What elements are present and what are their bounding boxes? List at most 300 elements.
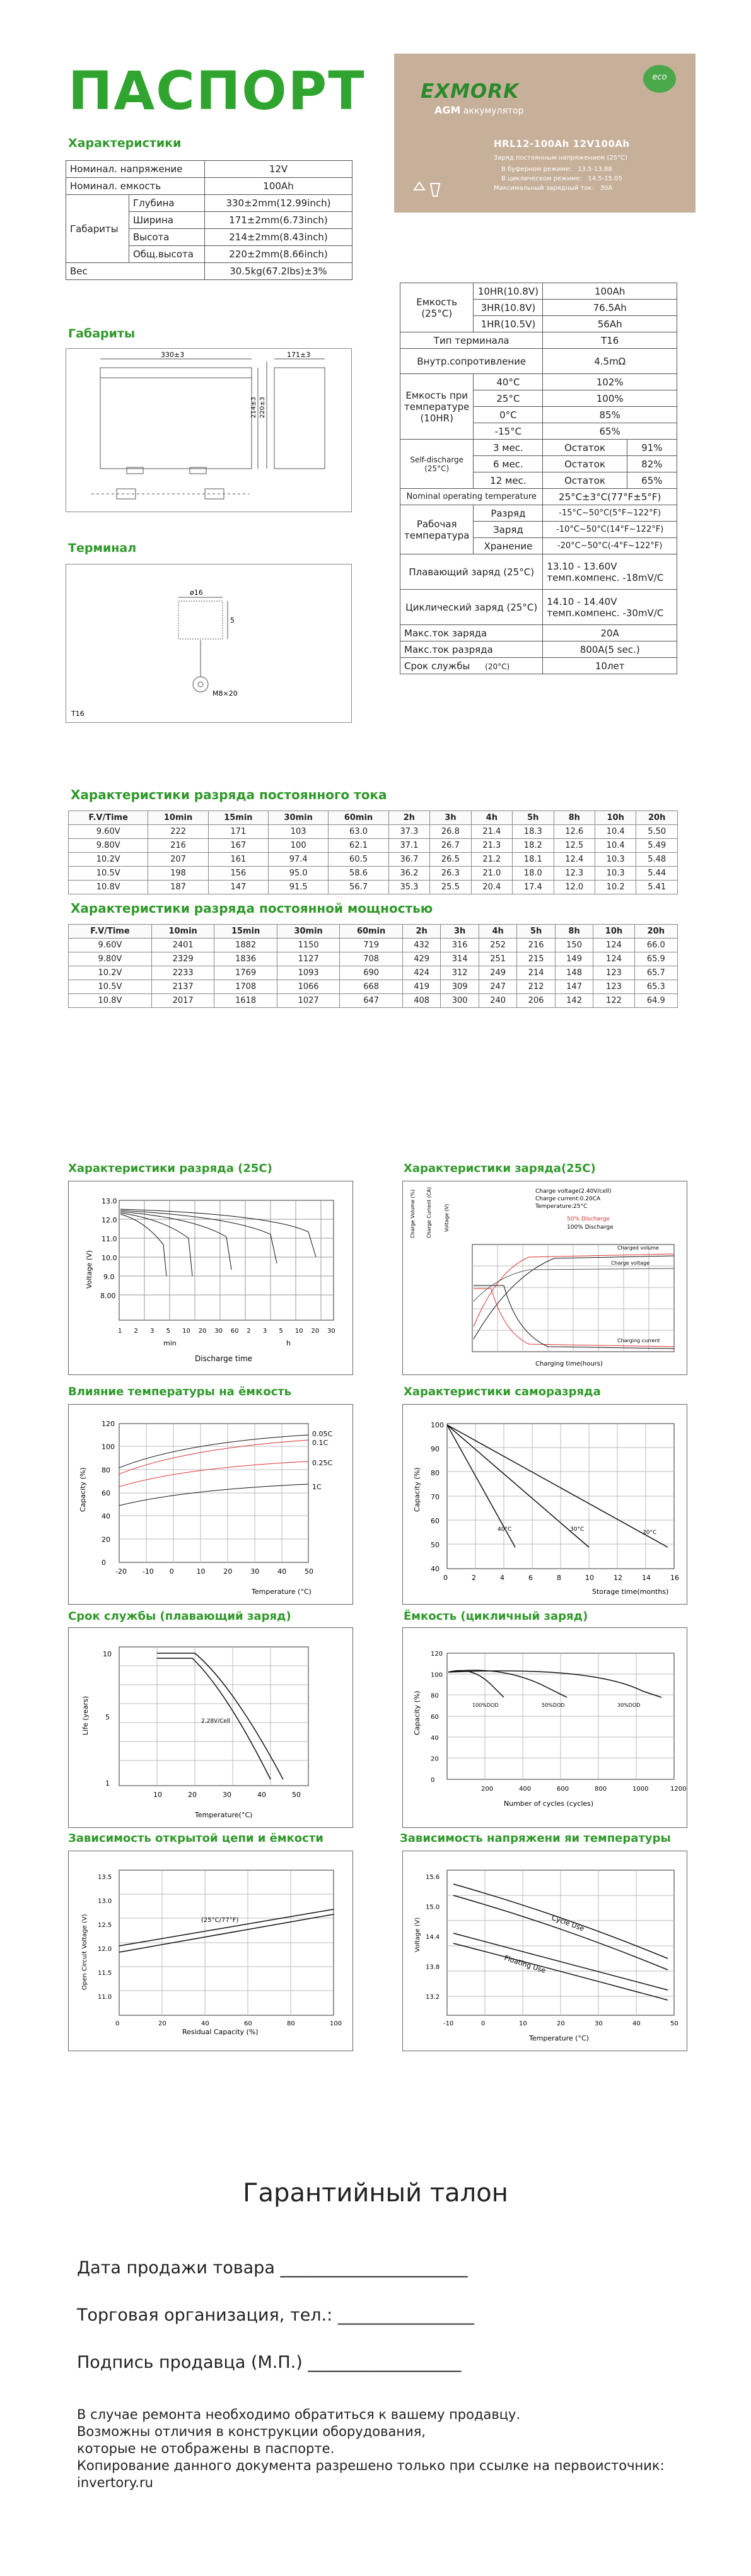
axis-tick-label: -10 xyxy=(142,1567,154,1576)
table-cell: 429 xyxy=(402,952,440,966)
warranty-seller: Торговая организация, тел.: ________________ xyxy=(77,2305,474,2325)
product-image xyxy=(394,54,696,213)
chart8-title: Зависимость напряжени яи температуры xyxy=(400,1832,671,1845)
table-row: Плавающий заряд (25°C) 13.10 - 13.60V темп.компенс. -18mV/C xyxy=(400,554,677,590)
axis-tick-label: 20 xyxy=(188,1791,197,1799)
axis-tick-label: 15.6 xyxy=(426,1874,440,1881)
table-cell: 206 xyxy=(517,994,555,1008)
table-row: Циклический заряд (25°C) 14.10 - 14.40V темп.компенс. -30mV/C xyxy=(400,590,677,625)
svg-text:Charge voltage(2.40V/cell): Charge voltage(2.40V/cell) xyxy=(535,1188,612,1195)
table-cell: 10.4 xyxy=(595,839,636,853)
svg-text:50%DOD: 50%DOD xyxy=(542,1702,565,1708)
terminal-drawing xyxy=(66,564,352,723)
axis-tick-label: 14 xyxy=(642,1574,651,1582)
table-cell: 26.3 xyxy=(430,867,471,881)
warranty-notes: В случае ремонта необходимо обратиться к вашему продавцу. Возможны отличия в конструкции оборудования, которые не отображены в паспорте. Копирование данного документа разрешено только при ссылке на первоисточник: invertory.ru xyxy=(77,2407,665,2490)
axis-tick-label: 3 xyxy=(262,1328,267,1335)
section-discharge-current: Характеристики разряда постоянного тока xyxy=(71,787,387,802)
chart4-svg xyxy=(403,1405,687,1604)
svg-text:Charging time(hours): Charging time(hours) xyxy=(535,1361,603,1367)
axis-tick-label: 400 xyxy=(519,1786,532,1793)
table-row: Внутр.сопротивление 4.5mΩ xyxy=(400,349,677,374)
table-cell: 719 xyxy=(340,939,403,952)
axis-tick-label: 6 xyxy=(528,1574,533,1582)
axis-tick-label: 20 xyxy=(311,1328,320,1335)
table-cell: 37.3 xyxy=(388,825,429,839)
svg-text:Charge Current (CA): Charge Current (CA) xyxy=(426,1186,432,1238)
table-cell: 5h xyxy=(517,925,555,939)
axis-tick-label: 13.5 xyxy=(98,1874,112,1881)
table-cell: 20h xyxy=(634,925,677,939)
table-cell: 187 xyxy=(148,881,208,894)
table-cell: 60min xyxy=(329,811,388,825)
svg-text:9.0: 9.0 xyxy=(103,1273,115,1281)
svg-text:2.28V/Cell: 2.28V/Cell xyxy=(201,1718,231,1724)
chart5-svg xyxy=(69,1628,352,1827)
svg-text:0.25C: 0.25C xyxy=(312,1459,333,1467)
dim-total-label: 220±3 xyxy=(259,397,266,418)
table-row: 1HR(10.5V) 56Ah xyxy=(400,316,677,332)
table-row: Ширина 171±2mm(6.73inch) xyxy=(66,212,352,229)
table-cell: 10.2V xyxy=(69,853,148,867)
table-cell: 10.5V xyxy=(69,867,148,881)
table-cell: 64.9 xyxy=(634,994,677,1008)
table-cell: 122 xyxy=(593,994,634,1008)
section-discharge-power: Характеристики разряда постоянной мощностью xyxy=(71,901,433,916)
table-row: Высота 214±2mm(8.43inch) xyxy=(66,229,352,246)
spec-table xyxy=(66,160,352,280)
chart6-title: Ёмкость (цикличный заряд) xyxy=(404,1610,588,1623)
table-cell: 20h xyxy=(636,811,678,825)
table-row: -15°C 65% xyxy=(400,423,677,440)
table-row: Тип терминала T16 xyxy=(400,332,677,349)
svg-text:Temperature:25°C: Temperature:25°C xyxy=(535,1203,588,1210)
table-cell: 1066 xyxy=(277,980,340,994)
table-cell: 171 xyxy=(208,825,268,839)
axis-tick-label: 1200 xyxy=(670,1786,687,1793)
svg-text:Charge voltage: Charge voltage xyxy=(611,1260,650,1266)
svg-text:100%DOD: 100%DOD xyxy=(472,1702,499,1708)
spec-line-3: Максимальный зарядный ток: 30A xyxy=(494,185,613,192)
table-cell: 21.2 xyxy=(471,853,512,867)
table-cell: 9.80V xyxy=(69,839,148,853)
table-cell: 5.50 xyxy=(636,825,678,839)
table-cell: 37.1 xyxy=(388,839,429,853)
table-cell: 2329 xyxy=(151,952,214,966)
table-cell: 35.3 xyxy=(388,881,429,894)
table-cell: 21.0 xyxy=(471,867,512,881)
chart-voltage-temperature xyxy=(402,1851,687,2051)
svg-text:11.0: 11.0 xyxy=(102,1235,117,1243)
axis-tick-label: 10 xyxy=(196,1567,206,1576)
table-cell: 2h xyxy=(402,925,440,939)
table-cell: 147 xyxy=(208,881,268,894)
axis-tick-label: 120 xyxy=(431,1651,443,1658)
table-cell: 5.44 xyxy=(636,867,678,881)
table-row xyxy=(69,952,678,966)
axis-tick-label: 11.5 xyxy=(98,1970,112,1977)
axis-tick-label: 16 xyxy=(670,1574,679,1582)
chart-cycle-capacity xyxy=(402,1627,687,1828)
table-cell: 4h xyxy=(479,925,516,939)
svg-text:Voltage (V): Voltage (V) xyxy=(444,1203,450,1232)
table-cell: 25.5 xyxy=(430,881,471,894)
table-cell: 2h xyxy=(388,811,429,825)
table-cell: 142 xyxy=(555,994,593,1008)
dim-height-label: 214±3 xyxy=(250,397,257,418)
axis-tick-label: 10 xyxy=(294,1328,303,1335)
table-cell: 12.3 xyxy=(554,867,595,881)
axis-tick-label: 10 xyxy=(585,1574,594,1582)
terminal-height-label: 5 xyxy=(230,616,235,624)
table-cell: 26.7 xyxy=(430,839,471,853)
axis-tick-label: 5 xyxy=(279,1328,283,1335)
chart-ocv xyxy=(68,1851,353,2051)
agm-label: AGM аккумулятор xyxy=(434,104,524,116)
table-cell: 60min xyxy=(340,925,403,939)
table-cell: 10h xyxy=(595,811,636,825)
table-cell: 97.4 xyxy=(269,853,329,867)
axis-tick-label: 13.8 xyxy=(426,1964,440,1971)
axis-tick-label: 40 xyxy=(201,2020,209,2027)
svg-text:30°C: 30°C xyxy=(570,1526,585,1533)
table-cell: F.V/Time xyxy=(69,811,148,825)
table-row: Срок службы (20°C) 10лет xyxy=(400,658,677,674)
axis-tick-label: 2 xyxy=(134,1328,138,1335)
axis-tick-label: 60 xyxy=(244,2020,252,2027)
table-cell: 26.5 xyxy=(430,853,471,867)
table-cell: F.V/Time xyxy=(69,925,152,939)
svg-text:(25°C/77°F): (25°C/77°F) xyxy=(201,1917,239,1924)
table-cell: 10h xyxy=(593,925,634,939)
axis-tick-label: 40 xyxy=(431,1565,440,1573)
axis-tick-label: 0 xyxy=(443,1574,448,1582)
eco-badge: eco xyxy=(643,65,676,93)
table-cell: 432 xyxy=(402,939,440,952)
dimensions-drawing xyxy=(66,348,352,512)
chart1-title: Характеристики разряда (25C) xyxy=(68,1162,272,1175)
table-cell: 312 xyxy=(441,966,479,980)
chart2-title: Характеристики заряда(25C) xyxy=(404,1162,596,1175)
table-cell: 216 xyxy=(148,839,208,853)
table-cell: 216 xyxy=(517,939,555,952)
table-row: Общ.высота 220±2mm(8.66inch) xyxy=(66,246,352,263)
table-cell: 12.6 xyxy=(554,825,595,839)
axis-tick-label: 100 xyxy=(431,1671,443,1679)
chart-temperature-capacity xyxy=(68,1404,353,1605)
table-row xyxy=(69,925,678,939)
svg-text:5: 5 xyxy=(105,1713,110,1721)
table-cell: 198 xyxy=(148,867,208,881)
table-cell: 2233 xyxy=(151,966,214,980)
table-cell: 316 xyxy=(441,939,479,952)
chart1-xlabel: Discharge time xyxy=(195,1354,253,1363)
terminal-diameter-label: ø16 xyxy=(190,588,203,597)
table-cell: 9.80V xyxy=(69,952,152,966)
chart7-svg xyxy=(69,1851,352,2051)
table-cell: 18.0 xyxy=(513,867,554,881)
chart-discharge xyxy=(68,1181,353,1375)
table-cell: 10.4 xyxy=(595,825,636,839)
table-row: Емкость при температуре (10HR) 40°C 102% xyxy=(400,374,677,390)
axis-tick-label: 50 xyxy=(292,1791,301,1799)
table-cell: 10.5V xyxy=(69,980,152,994)
table-cell: 212 xyxy=(517,980,555,994)
svg-text:Charge Volume (%): Charge Volume (%) xyxy=(410,1189,416,1238)
axis-tick-label: 70 xyxy=(431,1493,440,1501)
axis-tick-label: 10 xyxy=(519,2020,527,2027)
table-cell: 123 xyxy=(593,980,634,994)
table-cell: 60.5 xyxy=(329,853,388,867)
section-terminal: Терминал xyxy=(68,541,137,555)
axis-tick-label: 20 xyxy=(102,1535,110,1544)
table-row: Номинал. емкость 100Ah xyxy=(66,178,352,195)
table-row: Nominal operating temperature 25°C±3°C(77°F±5°F) xyxy=(400,489,677,505)
svg-text:Residual Capacity (%): Residual Capacity (%) xyxy=(182,2028,259,2036)
axis-tick-label: 1000 xyxy=(632,1786,649,1793)
table-row: Вес 30.5kg(67.2lbs)±3% xyxy=(66,263,352,280)
axis-tick-label: 4 xyxy=(500,1574,504,1582)
axis-tick-label: 90 xyxy=(431,1445,440,1453)
axis-tick-label: 13.0 xyxy=(98,1898,112,1905)
table-cell: 4h xyxy=(471,811,512,825)
table-cell: 3h xyxy=(430,811,471,825)
table-cell: 36.2 xyxy=(388,867,429,881)
table-cell: 167 xyxy=(208,839,268,853)
table-cell: 2137 xyxy=(151,980,214,994)
axis-tick-label: 0 xyxy=(115,2020,120,2027)
table-row: 6 мес. Остаток 82% xyxy=(400,456,677,472)
table-cell: 249 xyxy=(479,966,516,980)
chart7-title: Зависимость открытой цепи и ёмкости xyxy=(68,1832,323,1845)
table-row xyxy=(69,980,678,994)
chart3-title: Влияние температуры на ёмкость xyxy=(68,1385,292,1398)
svg-text:40°C: 40°C xyxy=(498,1526,512,1533)
table-cell: 5h xyxy=(513,811,554,825)
chart-discharge-svg xyxy=(69,1181,352,1374)
table-cell: 149 xyxy=(555,952,593,966)
axis-tick-label: 20 xyxy=(158,2020,166,2027)
axis-tick-label: 10 xyxy=(182,1328,190,1335)
terminal-type-label: T16 xyxy=(71,710,84,718)
svg-text:Open Circuit Voltage (V): Open Circuit Voltage (V) xyxy=(81,1914,88,1990)
axis-tick-label: 30 xyxy=(327,1328,335,1335)
chart-charge-svg xyxy=(403,1181,687,1374)
axis-tick-label: 40 xyxy=(431,1735,439,1742)
table-cell: 63.0 xyxy=(329,825,388,839)
table-cell: 1618 xyxy=(214,994,277,1008)
table-cell: 1127 xyxy=(277,952,340,966)
table-cell: 65.7 xyxy=(634,966,677,980)
axis-tick-label: 80 xyxy=(287,2020,295,2027)
axis-tick-label: 80 xyxy=(431,1692,439,1700)
axis-tick-label: 20 xyxy=(198,1328,207,1335)
axis-tick-label: 800 xyxy=(595,1786,607,1793)
table-cell: 18.3 xyxy=(513,825,554,839)
table-cell: 1093 xyxy=(277,966,340,980)
table-cell: 17.4 xyxy=(513,881,554,894)
svg-text:0.05C: 0.05C xyxy=(312,1430,333,1438)
table-cell: 15min xyxy=(214,925,277,939)
axis-tick-label: 120 xyxy=(102,1420,115,1428)
table-cell: 124 xyxy=(593,939,634,952)
table-cell: 10.2 xyxy=(595,881,636,894)
warranty-sale-date: Дата продажи товара ______________________ xyxy=(77,2258,468,2278)
table-cell: 148 xyxy=(555,966,593,980)
table-row xyxy=(69,881,678,894)
table-cell: 18.2 xyxy=(513,839,554,853)
axis-tick-label: 600 xyxy=(557,1786,569,1793)
table-cell: 1027 xyxy=(277,994,340,1008)
axis-tick-label: 10 xyxy=(153,1791,162,1799)
svg-text:100% Discharge: 100% Discharge xyxy=(567,1224,614,1231)
axis-tick-label: 100 xyxy=(431,1421,444,1429)
svg-text:Charged volume: Charged volume xyxy=(617,1245,659,1251)
svg-text:Temperature(°C): Temperature(°C) xyxy=(195,1811,253,1819)
table-cell: 20.4 xyxy=(471,881,512,894)
axis-tick-label: 20 xyxy=(431,1755,439,1763)
table-cell: 2401 xyxy=(151,939,214,952)
axis-tick-label: 50 xyxy=(305,1567,313,1576)
terminal-bolt-label: M8×20 xyxy=(212,689,238,698)
axis-tick-label: 100 xyxy=(330,2020,342,2027)
table-cell: 3h xyxy=(441,925,479,939)
table-row xyxy=(69,825,678,839)
axis-tick-label: 30 xyxy=(223,1791,231,1799)
dimensions-svg xyxy=(66,349,351,512)
discharge-power-table xyxy=(68,924,678,1008)
table-cell: 10.3 xyxy=(595,853,636,867)
svg-text:min: min xyxy=(163,1339,177,1347)
axis-tick-label: 60 xyxy=(431,1714,439,1721)
section-dimensions: Габариты xyxy=(68,327,136,341)
chart3-svg xyxy=(69,1405,352,1604)
table-cell: 30min xyxy=(277,925,340,939)
svg-text:50% Discharge: 50% Discharge xyxy=(567,1216,610,1222)
table-row xyxy=(69,994,678,1008)
table-cell: 1769 xyxy=(214,966,277,980)
axis-tick-label: 20 xyxy=(223,1567,233,1576)
table-cell: 247 xyxy=(479,980,516,994)
table-cell: 10min xyxy=(148,811,208,825)
svg-text:0.1C: 0.1C xyxy=(312,1439,329,1447)
spec-line-1: В буферном режиме: 13.5-13.88 xyxy=(501,166,612,173)
table-cell: 161 xyxy=(208,853,268,867)
table-cell: 21.3 xyxy=(471,839,512,853)
table-cell: 62.1 xyxy=(329,839,388,853)
table-cell: 30min xyxy=(269,811,329,825)
table-cell: 9.60V xyxy=(69,825,148,839)
table-cell: 1150 xyxy=(277,939,340,952)
table-cell: 10min xyxy=(151,925,214,939)
svg-text:Floating Use: Floating Use xyxy=(503,1953,547,1975)
chart5-title: Срок службы (плавающий заряд) xyxy=(68,1610,291,1623)
svg-text:1C: 1C xyxy=(312,1483,322,1491)
table-row: Макс.ток заряда 20A xyxy=(400,625,677,641)
axis-tick-label: 80 xyxy=(102,1466,110,1475)
table-cell: 419 xyxy=(402,980,440,994)
svg-text:Capacity (%): Capacity (%) xyxy=(413,1467,421,1512)
axis-tick-label: 15.0 xyxy=(426,1904,440,1911)
axis-tick-label: 40 xyxy=(257,1791,266,1799)
axis-tick-label: 30 xyxy=(595,2020,603,2027)
properties-table xyxy=(400,283,677,674)
axis-tick-label: -10 xyxy=(443,2020,454,2027)
svg-text:10: 10 xyxy=(103,1650,112,1658)
table-row: 3HR(10.8V) 76.5Ah xyxy=(400,300,677,316)
svg-text:Charging current: Charging current xyxy=(617,1338,660,1344)
table-row: 0°C 85% xyxy=(400,407,677,423)
table-cell: 8h xyxy=(554,811,595,825)
axis-tick-label: 20 xyxy=(557,2020,565,2027)
table-cell: 95.0 xyxy=(269,867,329,881)
table-cell: 18.1 xyxy=(513,853,554,867)
axis-tick-label: 12 xyxy=(614,1574,622,1582)
svg-text:10.0: 10.0 xyxy=(102,1254,117,1262)
axis-tick-label: 60 xyxy=(230,1328,239,1335)
table-cell: 252 xyxy=(479,939,516,952)
table-row xyxy=(69,839,678,853)
svg-text:13.0: 13.0 xyxy=(102,1197,117,1205)
table-cell: 314 xyxy=(441,952,479,966)
axis-tick-label: 0 xyxy=(169,1567,174,1576)
svg-text:Capacity (%): Capacity (%) xyxy=(413,1690,421,1735)
table-cell: 214 xyxy=(517,966,555,980)
table-cell: 309 xyxy=(441,980,479,994)
axis-tick-label: 2 xyxy=(472,1574,476,1582)
svg-text:20°C: 20°C xyxy=(643,1530,657,1536)
table-cell: 100 xyxy=(269,839,329,853)
table-row xyxy=(69,853,678,867)
axis-tick-label: 8 xyxy=(557,1574,561,1582)
chart6-svg xyxy=(403,1628,687,1827)
axis-tick-label: 50 xyxy=(670,2020,678,2027)
table-cell: 2017 xyxy=(151,994,214,1008)
terminal-svg xyxy=(66,565,351,722)
axis-tick-label: 80 xyxy=(431,1469,440,1477)
table-row: Хранение -20°C~50°C(-4°F~122°F) xyxy=(400,538,677,554)
table-cell: 103 xyxy=(269,825,329,839)
warranty-signature: Подпись продавца (М.П.) __________________ xyxy=(77,2353,462,2372)
chart-self-discharge xyxy=(402,1404,687,1605)
axis-tick-label: 1 xyxy=(118,1328,122,1335)
table-cell: 1836 xyxy=(214,952,277,966)
table-cell: 5.41 xyxy=(636,881,678,894)
dim-depth-label: 330±3 xyxy=(161,351,185,359)
svg-text:Number of cycles (cycles): Number of cycles (cycles) xyxy=(504,1800,594,1808)
axis-tick-label: 2 xyxy=(247,1328,251,1335)
table-cell: 10.3 xyxy=(595,867,636,881)
axis-tick-label: 40 xyxy=(632,2020,641,2027)
svg-text:Temperature (°C): Temperature (°C) xyxy=(252,1588,311,1596)
table-cell: 91.5 xyxy=(269,881,329,894)
axis-tick-label: 3 xyxy=(150,1328,154,1335)
table-cell: 10.8V xyxy=(69,881,148,894)
table-cell: 65.3 xyxy=(634,980,677,994)
axis-tick-label: 14.4 xyxy=(426,1934,440,1941)
table-row xyxy=(69,966,678,980)
svg-text:Capacity (%): Capacity (%) xyxy=(79,1467,87,1512)
table-cell: 647 xyxy=(340,994,403,1008)
table-row: Габариты Глубина 330±2mm(12.99inch) xyxy=(66,195,352,212)
svg-text:Life (years): Life (years) xyxy=(81,1695,90,1735)
page-title: ПАСПОРТ xyxy=(68,60,366,122)
table-cell: 36.7 xyxy=(388,853,429,867)
table-cell: 708 xyxy=(340,952,403,966)
table-cell: 9.60V xyxy=(69,939,152,952)
svg-text:12.0: 12.0 xyxy=(102,1216,117,1224)
table-row: 12 мес. Остаток 65% xyxy=(400,472,677,489)
